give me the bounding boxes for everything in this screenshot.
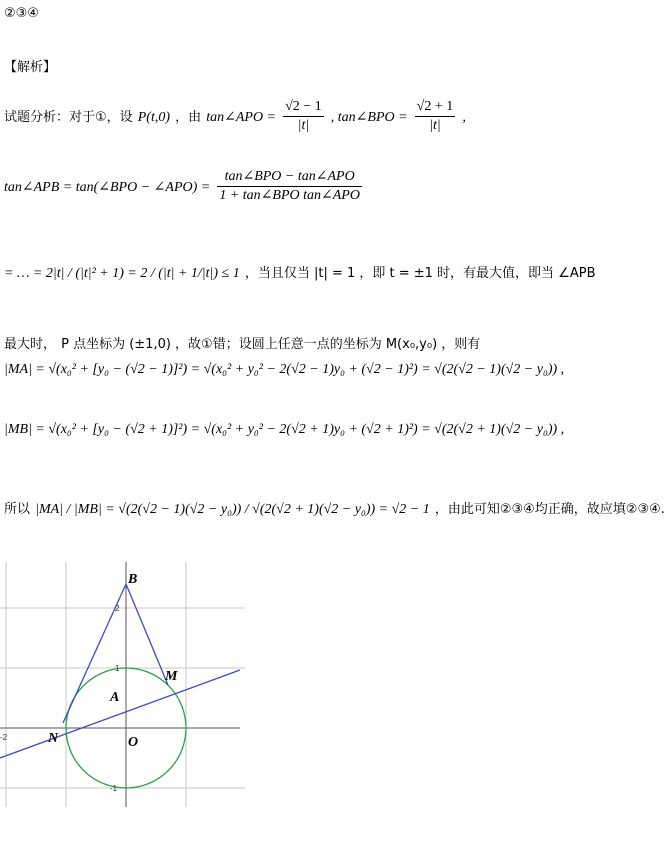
lines (0, 584, 240, 758)
section-title-text: 【解析】 (4, 60, 57, 75)
label-o: O (128, 735, 139, 750)
max-line (4, 333, 480, 352)
geometry-figure (0, 562, 245, 807)
end-comma: , (462, 110, 466, 125)
tan-apo-fraction (283, 98, 324, 135)
line-nm (0, 670, 240, 758)
label-m: M (165, 669, 178, 684)
tick-neg2: -2 (0, 733, 8, 742)
label-n: N (48, 731, 59, 746)
ma-eq: |MA| = √(x₀² + [y₀ − (√2 − 1)]²) = √(x₀² + y₀² − 2(√2 − 1)y₀ + (√2 − 1)²) = √(2(√2 − 1)(√2 − y₀)) , (4, 362, 565, 377)
simplify-line (4, 262, 596, 282)
tan-apb-lhs: tan∠APB = tan(∠BPO − ∠APO) = (4, 180, 211, 195)
answer-text: ②③④ (4, 6, 39, 21)
grid (0, 562, 245, 807)
analysis-line (4, 98, 466, 135)
ratio-suffix: ，由此可知②③④均正确，故应填②③④. (434, 502, 665, 517)
tan-apb-fraction (217, 168, 362, 205)
tan-bpo-num: √2 + 1 (415, 98, 456, 117)
max-text: 最大时， (4, 337, 57, 352)
tan-apb-num: tan∠BPO − tan∠APO (217, 168, 362, 187)
tan-apo-lhs: tan∠APO = (206, 110, 276, 125)
tan-apo-num: √2 − 1 (283, 98, 324, 117)
ratio-eq: |MA| / |MB| = √(2(√2 − 1)(√2 − y₀)) / √(2(√2 + 1)(√2 − y₀)) = √2 − 1 (35, 502, 430, 517)
point-p: P(t,0) (137, 110, 171, 125)
tick-neg1: -1 (110, 784, 118, 793)
tan-apb-line (4, 168, 364, 205)
tan-bpo-fraction (415, 98, 456, 135)
tick-1: 1 (115, 664, 120, 673)
label-b: B (128, 572, 138, 587)
section-title (4, 56, 56, 75)
ratio-prefix: 所以 (4, 502, 31, 517)
mb-eq: |MB| = √(x₀² + [y₀ − (√2 + 1)]²) = √(x₀² + y₀² − 2(√2 + 1)y₀ + (√2 + 1)²) = √(2(√2 + 1)(√2 − y₀)) , (4, 422, 565, 437)
simplify-cond: ，当且仅当 |t| = 1 ，即 t = ±1 时，有最大值，即当 ∠APB (244, 266, 596, 281)
mb-line (4, 422, 564, 438)
ratio-line (4, 498, 665, 518)
tan-apb-den: 1 + tan∠BPO tan∠APO (219, 188, 360, 203)
ma-line (4, 362, 564, 378)
tan-bpo-den: |t| (429, 118, 441, 133)
by-text: ，由 (175, 110, 202, 125)
tan-apo-den: |t| (297, 118, 310, 133)
max-text-2: P 点坐标为 (±1,0) ，故①错；设圆上任意一点的坐标为 M(x₀,y₀) ，则有 (61, 337, 481, 352)
analysis-intro: 试题分析：对于①，设 (4, 110, 133, 125)
simplify-eq: = … = 2|t| / (|t|² + 1) = 2 / (|t| + 1/|t|) ≤ 1 (4, 266, 240, 281)
label-a: A (110, 690, 120, 705)
answer-line (4, 6, 39, 21)
tick-2: 2 (115, 604, 120, 613)
tan-bpo-lhs: , tan∠BPO = (330, 110, 408, 125)
segment-bm (126, 584, 168, 685)
